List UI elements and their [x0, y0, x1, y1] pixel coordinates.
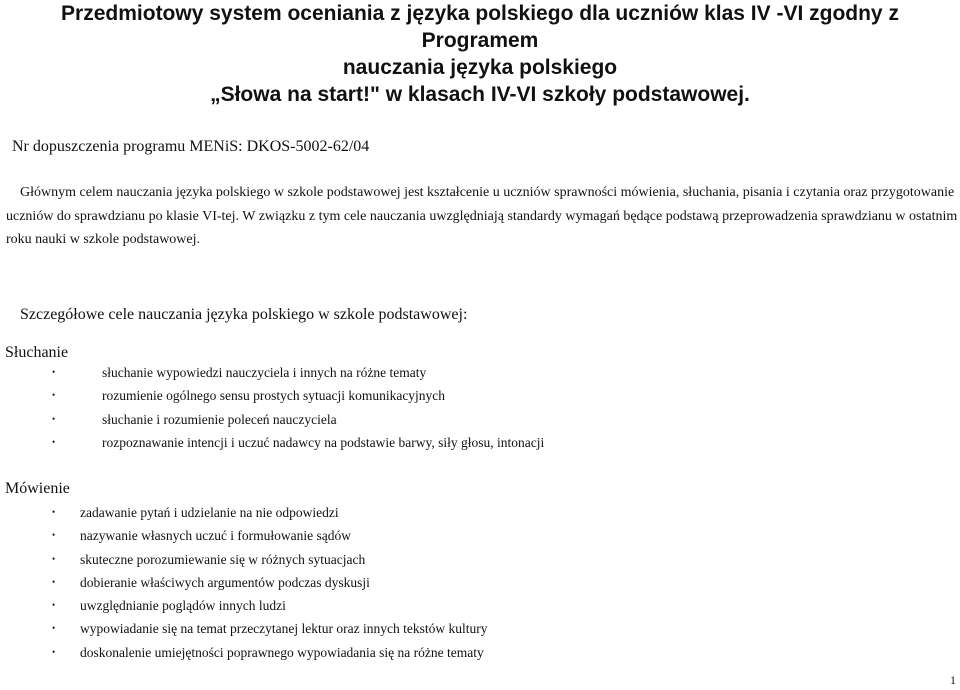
- intro-paragraph: Głównym celem nauczania języka polskiego w szkole podstawowej jest kształcenie u uczniów sprawności mówienia, słuchania, pisania i czytania oraz przygotowanie uczniów do sprawdzianu po klasie VI-tej. W związku z tym cele nauczania uwzględniają standardy wymagań będące podstawą przeprowadzenia sprawdzianu w ostatnim roku nauki w szkole podstawowej.: [6, 185, 958, 247]
- listening-heading: Słuchanie: [5, 344, 69, 361]
- list-item: [52, 641, 487, 664]
- list-item: [52, 501, 487, 524]
- bullet-icon: •: [52, 576, 56, 587]
- list-item: [52, 524, 487, 547]
- list-item: [52, 594, 487, 617]
- bullet-icon: •: [52, 553, 56, 564]
- bullet-icon: •: [52, 600, 56, 611]
- bullet-icon: •: [52, 623, 56, 634]
- list-item: [52, 384, 544, 407]
- list-item: [52, 617, 488, 640]
- detailed-goals-heading: Szczegółowe cele nauczania języka polskiego w szkole podstawowej:: [20, 306, 468, 323]
- list-item-text: nazywanie własnych uczuć i formułowanie sądów: [80, 528, 352, 544]
- list-item: [52, 361, 544, 384]
- list-item-text: uwzględnianie poglądów innych ludzi: [80, 598, 286, 614]
- list-item-text: zadawanie pytań i udzielanie na nie odpowiedzi: [80, 505, 339, 520]
- program-number: Nr dopuszczenia programu MENiS: DKOS-5002-62/04: [12, 138, 370, 155]
- listening-list: [52, 361, 545, 454]
- list-item: [52, 571, 487, 594]
- page-number: 1: [950, 673, 956, 687]
- title-line: nauczania języka polskiego: [342, 56, 618, 79]
- speaking-list: [52, 501, 488, 664]
- bullet-icon: •: [52, 646, 56, 657]
- list-item-text: rozpoznawanie intencji i uczuć nadawcy na podstawie barwy, siły głosu, intonacji: [102, 434, 545, 450]
- bullet-icon: •: [52, 390, 56, 401]
- bullet-icon: •: [52, 367, 56, 377]
- title-line: „Słowa na start!" w klasach IV-VI szkoły podstawowej.: [210, 83, 750, 106]
- list-item-text: doskonalenie umiejętności poprawnego wypowiadania się na różne tematy: [80, 644, 484, 660]
- list-item-text: słuchanie wypowiedzi nauczyciela i innych na różne tematy: [102, 365, 427, 380]
- bullet-icon: •: [52, 507, 56, 517]
- list-item: [52, 431, 545, 454]
- list-item-text: rozumienie ogólnego sensu prostych sytuacji komunikacyjnych: [102, 388, 446, 404]
- speaking-heading: Mówienie: [5, 480, 70, 497]
- list-item: [52, 408, 544, 431]
- list-item-text: wypowiadanie się na temat przeczytanej lektur oraz innych tekstów kultury: [80, 621, 488, 637]
- title-line: Przedmiotowy system oceniania z języka polskiego dla uczniów klas IV -VI zgodny z Programem: [61, 2, 899, 52]
- bullet-icon: •: [52, 530, 56, 541]
- list-item-text: dobieranie właściwych argumentów podczas dyskusji: [80, 574, 370, 590]
- document-title: [0, 0, 960, 108]
- bullet-icon: •: [52, 436, 56, 447]
- bullet-icon: •: [52, 413, 56, 424]
- list-item-text: słuchanie i rozumienie poleceń nauczyciela: [102, 411, 337, 427]
- list-item: [52, 548, 487, 571]
- list-item-text: skuteczne porozumiewanie się w różnych sytuacjach: [80, 551, 366, 567]
